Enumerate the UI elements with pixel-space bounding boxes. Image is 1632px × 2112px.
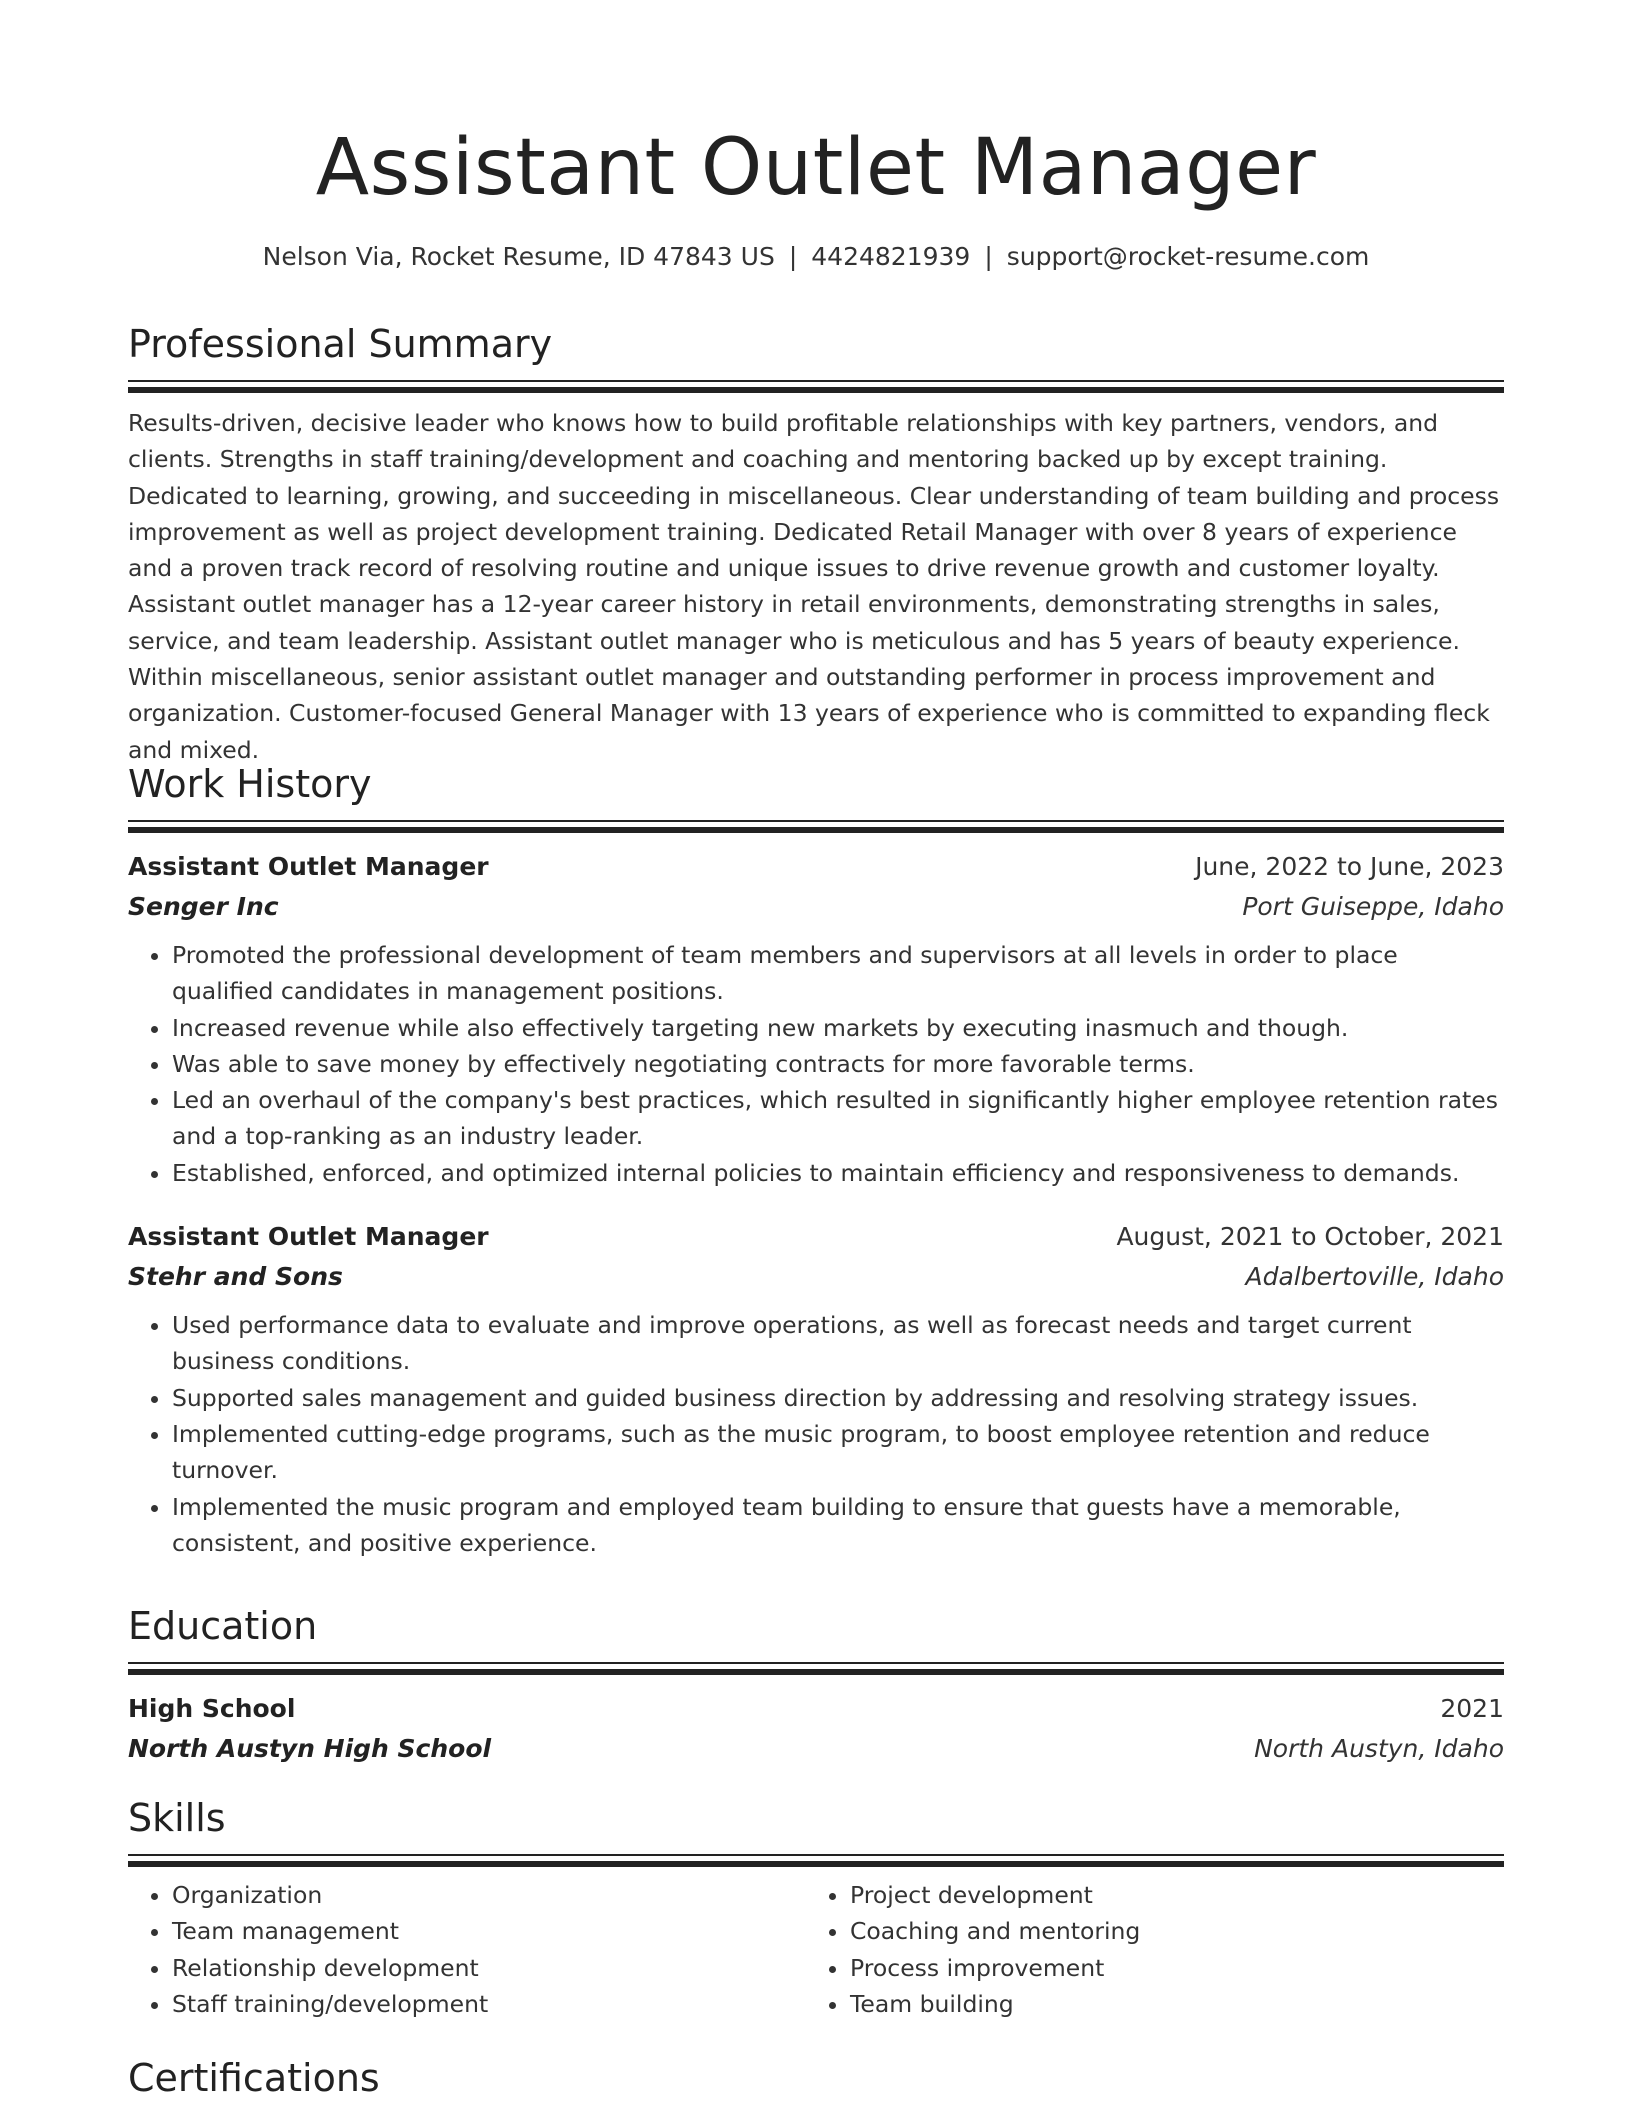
list-item: • Used performance data to evaluate and improve operations, as well as forecast needs and target current business conditions. — [172, 1307, 1504, 1380]
list-item: • Process improvement — [850, 1950, 1484, 1986]
section-rule — [128, 1854, 1504, 1867]
section-title: Education — [128, 1604, 318, 1648]
list-item: • Led an overhaul of the company's best practices, which resulted in significantly higher employee retention rates and a top-ranking as an industry leader. — [172, 1082, 1504, 1155]
list-item: • Team building — [850, 1986, 1484, 2022]
skills-grid — [128, 1877, 1504, 2022]
summary-text: Results-driven, decisive leader who knows how to build profitable relationships with key partners, vendors, and clients. Strengths in staff training/development and coaching and mentoring backed up by except training. Dedicated to learning, growing, and succeeding in miscellaneous. Clear understanding of team building and process improvement as well as project development training. Dedicated Retail Manager with over 8 years of experience and a proven track record of resolving routine and unique issues to drive revenue growth and customer loyalty. Assistant outlet manager has a 12-year career history in retail environments, demonstrating strengths in sales, service, and team leadership. Assistant outlet manager who is meticulous and has 5 years of beauty experience. Within miscellaneous, senior assistant outlet manager and outstanding performer in process improvement and organization. Customer-focused General Manager with 13 years of experience who is committed to expanding fleck and mixed. — [128, 409, 1500, 764]
section-title: Certifications — [128, 2056, 380, 2100]
job-company: Stehr and Sons — [128, 1262, 343, 1292]
section-rule — [128, 820, 1504, 833]
contact-phone: 4424821939 — [811, 242, 971, 271]
contact-separator: | — [984, 242, 993, 271]
resume-name: Assistant Outlet Manager — [315, 123, 1317, 213]
education-entry — [128, 1689, 1504, 1769]
job-company: Senger Inc — [128, 892, 279, 921]
job-location: Adalbertoville, Idaho — [1245, 1262, 1504, 1292]
work-history-section — [128, 758, 1504, 1561]
certifications-section — [128, 2052, 1504, 2104]
summary-section — [128, 318, 1504, 768]
job-location: Port Guiseppe, Idaho — [1242, 892, 1504, 921]
list-item: • Coaching and mentoring — [850, 1913, 1484, 1949]
contact-address: Nelson Via, Rocket Resume, ID 47843 US — [262, 242, 775, 271]
list-item: • Project development — [850, 1877, 1484, 1913]
job-entry — [128, 847, 1504, 1191]
job-dates: June, 2022 to June, 2023 — [1195, 852, 1504, 881]
job-header-row — [128, 847, 1504, 887]
education-location: North Austyn, Idaho — [1254, 1734, 1504, 1763]
contact-line — [128, 237, 1504, 277]
section-title: Skills — [128, 1796, 226, 1840]
list-item: • Established, enforced, and optimized internal policies to maintain efficiency and responsiveness to demands. — [172, 1155, 1504, 1191]
job-bullets — [128, 1307, 1504, 1561]
skills-section — [128, 1792, 1504, 2022]
contact-email: support@rocket-resume.com — [1006, 242, 1370, 271]
job-title: Assistant Outlet Manager — [128, 1222, 489, 1252]
education-section — [128, 1600, 1504, 1769]
section-rule — [128, 1662, 1504, 1675]
job-entry — [128, 1217, 1504, 1561]
list-item: • Implemented the music program and employed team building to ensure that guests have a memorable, consistent, and positive experience. — [172, 1489, 1504, 1562]
education-header-row — [128, 1689, 1504, 1729]
list-item: • Relationship development — [172, 1950, 806, 1986]
education-year: 2021 — [1440, 1694, 1504, 1723]
list-item: • Staff training/development — [172, 1986, 806, 2022]
list-item: • Supported sales management and guided business direction by addressing and resolving strategy issues. — [172, 1380, 1504, 1416]
section-title: Professional Summary — [128, 322, 553, 366]
job-dates: August, 2021 to October, 2021 — [1116, 1222, 1504, 1252]
job-bullets — [128, 937, 1504, 1191]
education-school-row — [128, 1729, 1504, 1769]
list-item: • Team management — [172, 1913, 806, 1949]
contact-separator: | — [788, 242, 798, 271]
section-title: Work History — [128, 762, 372, 806]
list-item: • Increased revenue while also effectively targeting new markets by executing inasmuch and though. — [172, 1010, 1504, 1046]
skills-column-right — [806, 1877, 1484, 2022]
list-item: • Promoted the professional development of team members and supervisors at all levels in order to place qualified candidates in management positions. — [172, 937, 1504, 1010]
skills-column-left — [128, 1877, 806, 2022]
job-header-row — [128, 1217, 1504, 1257]
education-school: North Austyn High School — [128, 1734, 492, 1763]
list-item: • Organization — [172, 1877, 806, 1913]
list-item: • Was able to save money by effectively negotiating contracts for more favorable terms. — [172, 1046, 1504, 1082]
job-title: Assistant Outlet Manager — [128, 852, 489, 881]
education-degree: High School — [128, 1694, 296, 1723]
section-rule — [128, 380, 1504, 393]
job-company-row — [128, 1257, 1504, 1297]
job-company-row — [128, 887, 1504, 927]
list-item: • Implemented cutting-edge programs, such as the music program, to boost employee retention and reduce turnover. — [172, 1416, 1504, 1489]
